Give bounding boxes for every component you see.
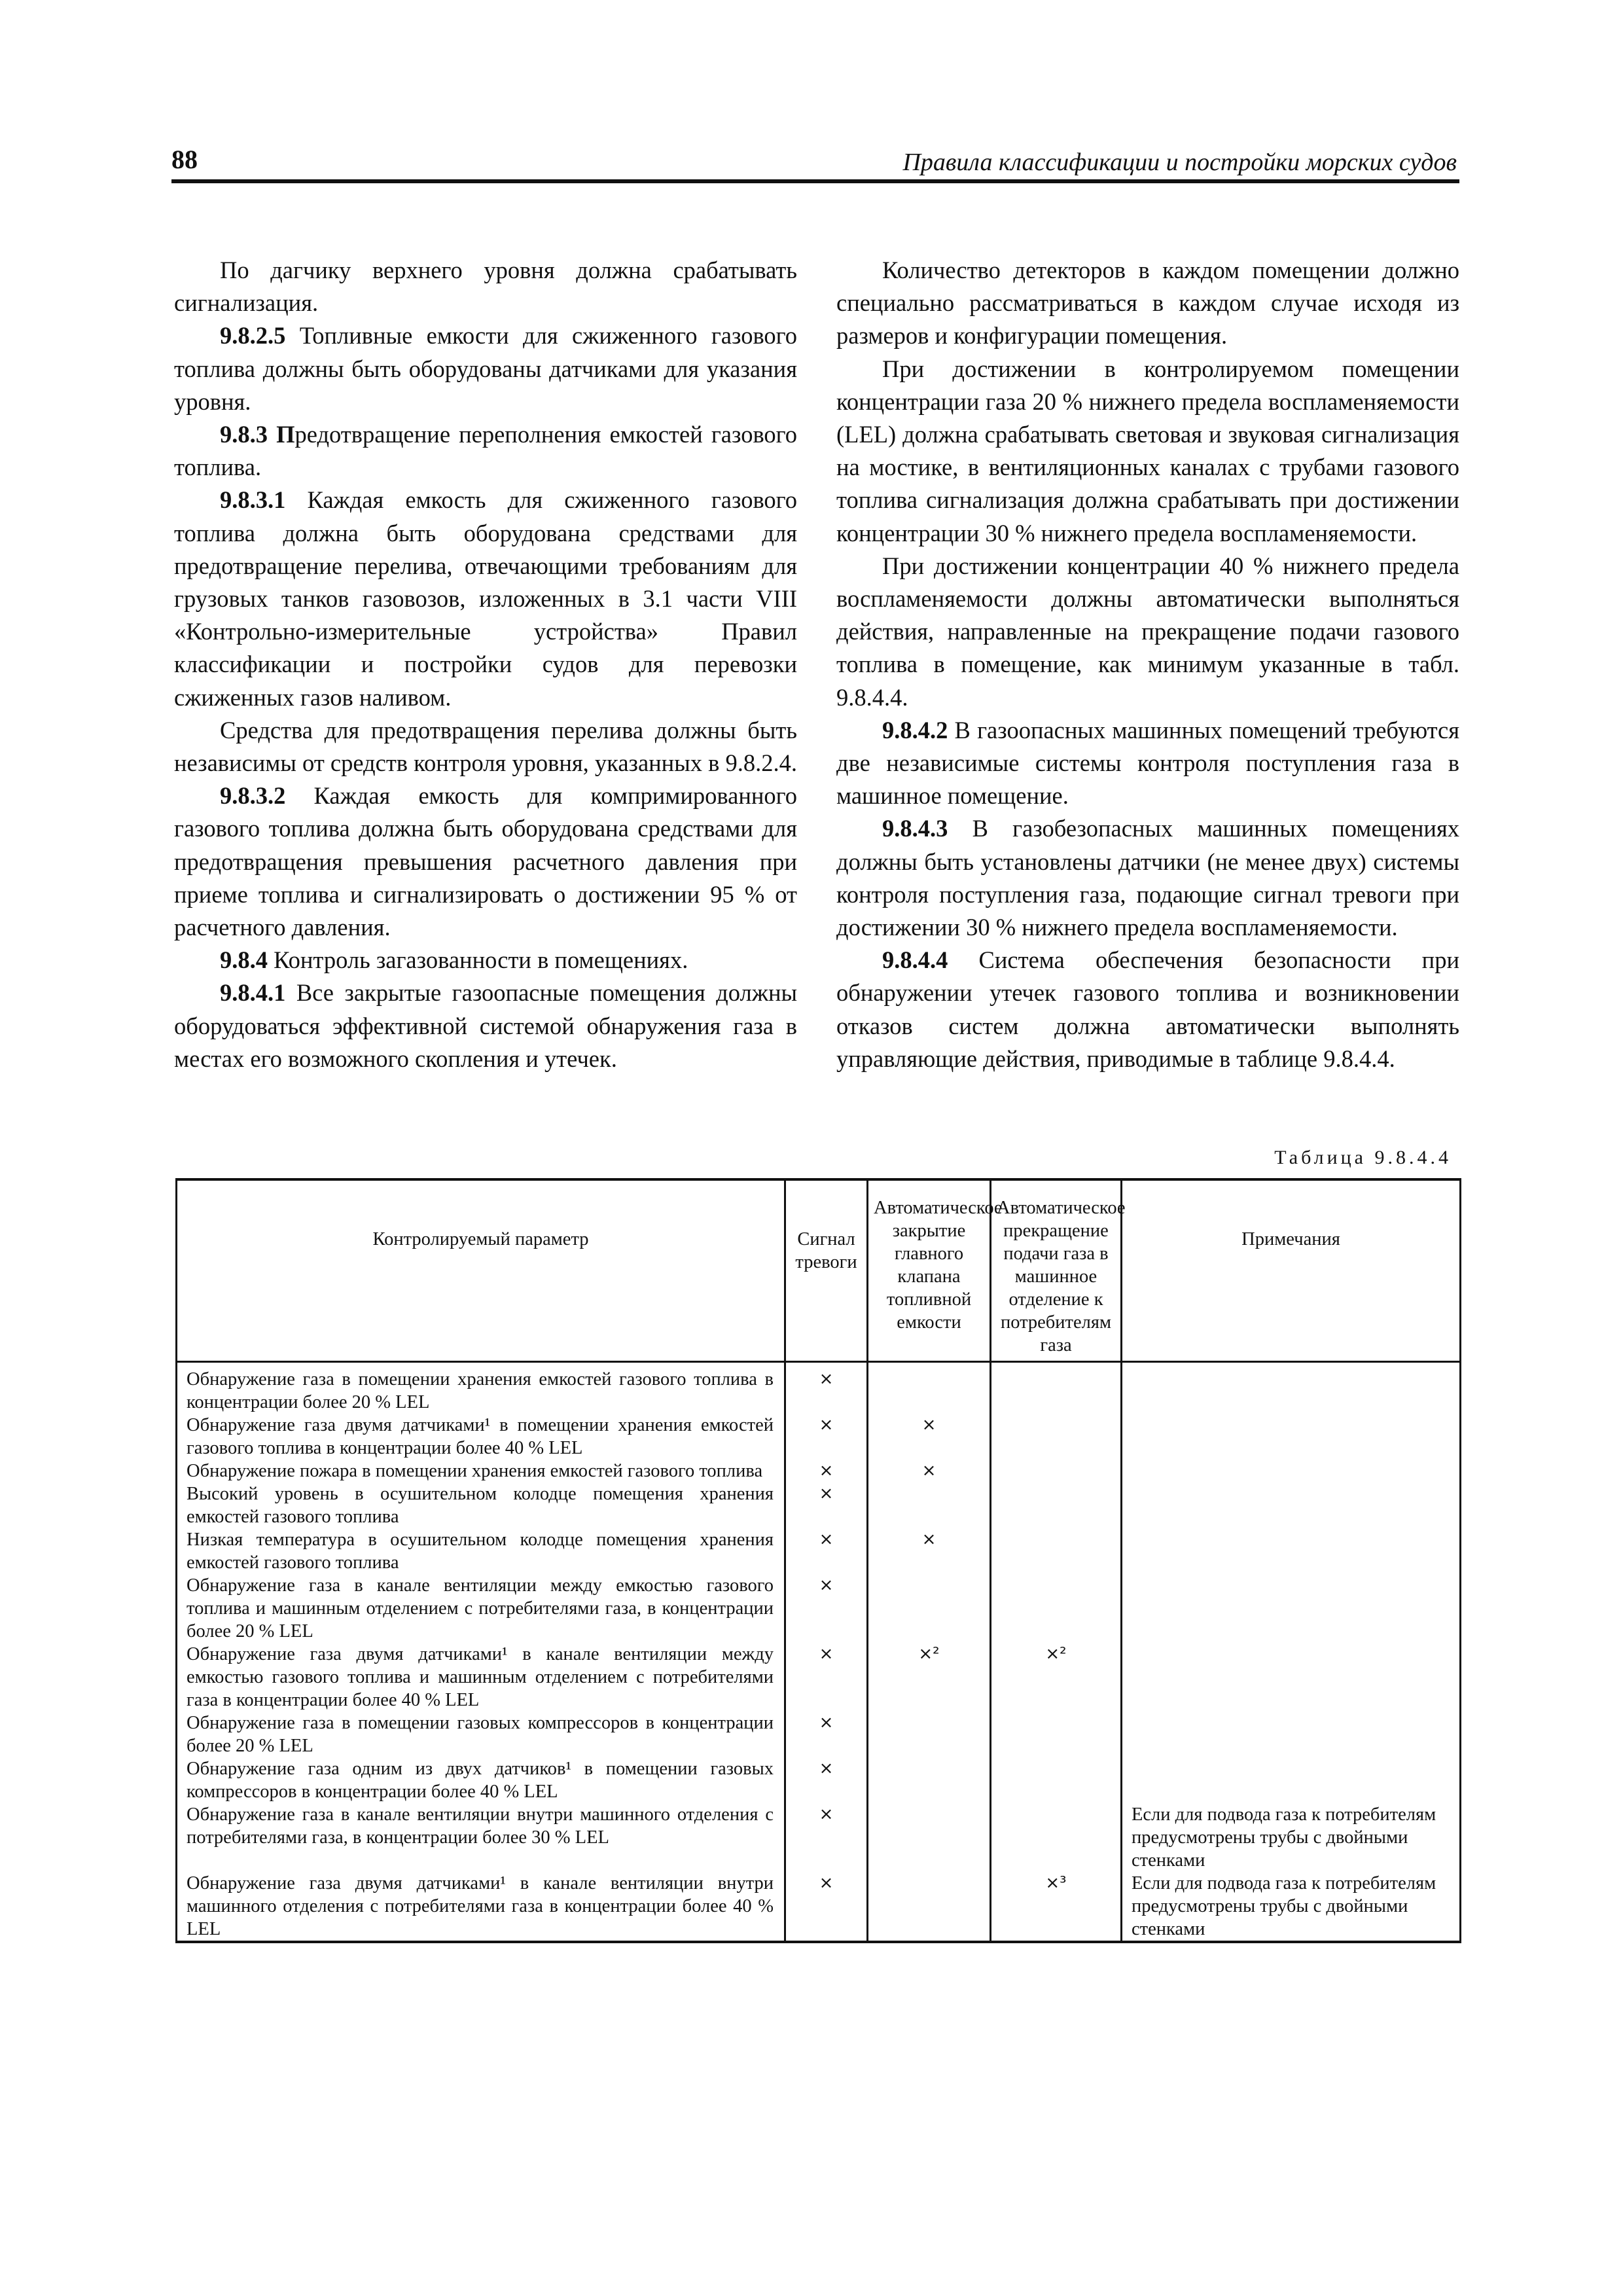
note-cell [1122,1643,1461,1712]
paragraph: 9.8.3.1 Каждая емкость для сжиженного газового топлива должна быть оборудована средствами для предотвращение перелива, отвечающими требованиям для грузовых танков газовозов, изложенных в 3.1 части VIII «Контрольно-измерительные устройства» Правил классификации и постройки судов для перевозки сжиженных газов наливом. [174,486,797,711]
parameter-cell: Обнаружение пожара в помещении хранения емкостей газового топлива [177,1460,785,1482]
alarm-cell: × [785,1460,868,1482]
page-header [171,143,1459,183]
paragraph: Средства для предотвращения перелива должны быть независимы от средств контроля уровня, указанных в 9.8.2.4. [174,716,797,777]
header-cell: Автоматическое прекращение подачи газа в машинное отделение к потребителям газа [991,1179,1122,1362]
table-row [177,1460,1461,1482]
note-cell [1122,1528,1461,1574]
alarm-cell: × [785,1528,868,1574]
gas-stop-cell [991,1712,1122,1757]
note-cell: Если для подвода газа к потребителям предусмотрены трубы с двойными стенками [1122,1803,1461,1872]
paragraph: 9.8.4.2 В газоопасных машинных помещений требуются две независимые системы контроля поступления газа в машинное помещение. [836,716,1459,810]
gas-stop-cell [991,1362,1122,1414]
paragraph: Количество детекторов в каждом помещении должно специально рассматриваться в каждом случае исходя из размеров и конфигурации помещения. [836,257,1459,350]
parameter-cell: Высокий уровень в осушительном колодце помещения хранения емкостей газового топлива [177,1482,785,1528]
alarm-cell: × [785,1757,868,1803]
parameter-cell: Обнаружение газа двумя датчиками¹ в канале вентиляции внутри машинного отделения с потребителями газа в концентрации более 40 % LEL [177,1872,785,1942]
gas-stop-cell [991,1528,1122,1574]
parameter-cell: Обнаружение газа в помещении газовых компрессоров в концентрации более 20 % LEL [177,1712,785,1757]
note-cell [1122,1757,1461,1803]
header-cell: Контролируемый параметр [177,1179,785,1362]
table-row [177,1643,1461,1712]
table-body [177,1362,1461,1943]
alarm-cell: × [785,1482,868,1528]
page-number: 88 [171,145,198,174]
note-cell [1122,1482,1461,1528]
paragraph: 9.8.3 Предотвращение переполнения емкостей газового топлива. [174,421,797,481]
parameter-cell: Обнаружение газа двумя датчиками¹ в канале вентиляции между емкостью газового топлива и машинным отделением с потребителями газа в концентрации более 40 % LEL [177,1643,785,1712]
note-cell [1122,1362,1461,1414]
paragraph: 9.8.4.1 Все закрытые газоопасные помещения должны оборудоваться эффективной системой обнаружения газа в местах его возможного скопления и утечек. [174,979,797,1072]
parameters-table [175,1178,1461,1943]
valve-close-cell: × [868,1528,991,1574]
gas-stop-cell [991,1574,1122,1643]
gas-stop-cell: ×³ [991,1872,1122,1942]
paragraph: 9.8.4.4 Система обеспечения безопасности при обнаружении утечек газового топлива и возникновении отказов систем должна автоматически выполнять управляющие действия, приводимые в таблице 9.8.4.4. [836,946,1459,1072]
valve-close-cell [868,1482,991,1528]
note-cell: Если для подвода газа к потребителям предусмотрены трубы с двойными стенками [1122,1872,1461,1942]
alarm-cell: × [785,1712,868,1757]
header-cell: Сигнал тревоги [785,1179,868,1362]
valve-close-cell [868,1757,991,1803]
note-cell [1122,1574,1461,1643]
right-column [836,254,1459,1075]
alarm-cell: × [785,1414,868,1460]
parameter-cell: Обнаружение газа в канале вентиляции между емкостью газового топлива и машинным отделением с потребителями газа, в концентрации более 20 % LEL [177,1574,785,1643]
paragraph: 9.8.3.2 Каждая емкость для компримированного газового топлива должна быть оборудована средствами для предотвращения превышения расчетного давления при приеме топлива и сигнализировать о достижении 95 % от расчетного давления. [174,782,797,941]
gas-stop-cell [991,1803,1122,1872]
valve-close-cell: ×² [868,1643,991,1712]
note-cell [1122,1414,1461,1460]
header-cell: Примечания [1122,1179,1461,1362]
table-row [177,1872,1461,1942]
gas-stop-cell [991,1482,1122,1528]
valve-close-cell [868,1712,991,1757]
paragraph: 9.8.4 Контроль загазованности в помещениях. [220,946,688,974]
alarm-cell: × [785,1872,868,1942]
gas-stop-cell [991,1414,1122,1460]
gas-stop-cell [991,1757,1122,1803]
table-row [177,1574,1461,1643]
table-caption: Таблица 9.8.4.4 [1274,1147,1452,1168]
parameter-cell: Обнаружение газа одним из двух датчиков¹ в помещении газовых компрессоров в концентрации более 40 % LEL [177,1757,785,1803]
valve-close-cell [868,1872,991,1942]
valve-close-cell [868,1574,991,1643]
table-row [177,1414,1461,1460]
alarm-cell: × [785,1803,868,1872]
table-row [177,1482,1461,1528]
header-cell: Автоматическое закрытие главного клапана топливной емкости [868,1179,991,1362]
note-cell [1122,1460,1461,1482]
valve-close-cell [868,1803,991,1872]
paragraph: По дагчику верхнего уровня должна срабатывать сигнализация. [174,257,797,317]
parameter-cell: Обнаружение газа в канале вентиляции внутри машинного отделения с потребителями газа, в концентрации более 30 % LEL [177,1803,785,1872]
gas-stop-cell [991,1460,1122,1482]
parameter-cell: Обнаружение газа двумя датчиками¹ в помещении хранения емкостей газового топлива в концентрации более 40 % LEL [177,1414,785,1460]
note-cell [1122,1712,1461,1757]
valve-close-cell: × [868,1460,991,1482]
parameter-cell: Обнаружение газа в помещении хранения емкостей газового топлива в концентрации более 20 % LEL [177,1362,785,1414]
paragraph: При достижении концентрации 40 % нижнего предела воспламеняемости должны автоматически выполняться действия, направленные на прекращение подачи газового топлива в помещение, как минимум указанные в табл. 9.8.4.4. [836,552,1459,711]
left-column [174,254,797,1075]
paragraph: При достижении в контролируемом помещении концентрации газа 20 % нижнего предела воспламеняемости (LEL) должна срабатывать световая и звуковая сигнализация на мостике, в вентиляционных каналах с трубами газового топлива сигнализация должна срабатывать при достижении концентрации 30 % нижнего предела воспламеняемости. [836,355,1459,547]
alarm-cell: × [785,1362,868,1414]
table-row [177,1528,1461,1574]
table-row [177,1757,1461,1803]
parameter-cell: Низкая температура в осушительном колодце помещения хранения емкостей газового топлива [177,1528,785,1574]
table-row [177,1362,1461,1414]
paragraph: 9.8.2.5 Топливные емкости для сжиженного газового топлива должны быть оборудованы датчиками для указания уровня. [174,322,797,415]
alarm-cell: × [785,1643,868,1712]
table-header-row [177,1179,1461,1362]
valve-close-cell: × [868,1414,991,1460]
valve-close-cell [868,1362,991,1414]
alarm-cell: × [785,1574,868,1643]
paragraph: 9.8.4.3 В газобезопасных машинных помещениях должны быть установлены датчики (не менее двух) системы контроля поступления газа, подающие сигнал тревоги при достижении 30 % нижнего предела воспламеняемости. [836,815,1459,941]
table-row [177,1803,1461,1872]
gas-stop-cell: ×² [991,1643,1122,1712]
running-title: Правила классификации и постройки морских судов [902,149,1457,176]
table-row [177,1712,1461,1757]
